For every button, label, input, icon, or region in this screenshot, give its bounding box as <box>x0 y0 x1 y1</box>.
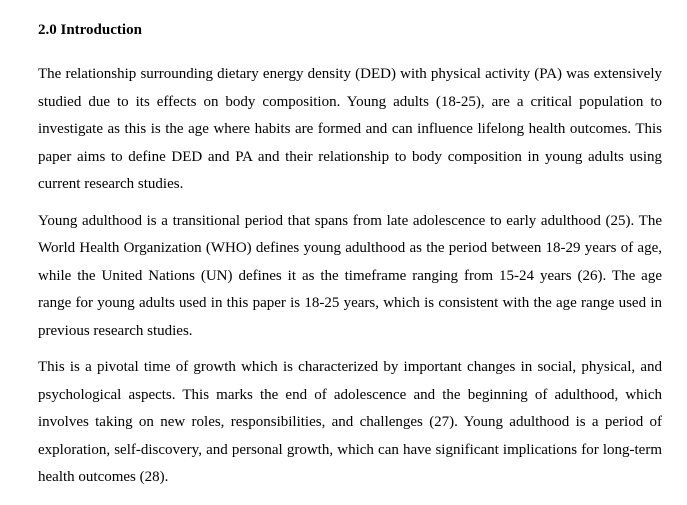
document-page <box>38 20 662 501</box>
paragraph-1: The relationship surrounding dietary energy density (DED) with physical activity (PA) was extensively studied due to its effects on body composition. Young adults (18-25), are a critical population to investigate as this is the age where habits are formed and can influence lifelong health outcomes. This paper aims to define DED and PA and their relationship to body composition in young adults using current research studies. <box>38 66 662 192</box>
paragraph-3: This is a pivotal time of growth which is characterized by important changes in social, physical, and psychological aspects. This marks the end of adolescence and the beginning of adulthood, which involves taking on new roles, responsibilities, and challenges (27). Young adulthood is a period of exploration, self-discovery, and personal growth, which can have significant implications for long-term health outcomes (28). <box>38 359 662 485</box>
section-heading: 2.0 Introduction <box>38 22 142 38</box>
paragraph-2: Young adulthood is a transitional period that spans from late adolescence to early adulthood (25). The World Health Organization (WHO) defines young adulthood as the period between 18-29 years of age, while the United Nations (UN) defines it as the timeframe ranging from 15-24 years (26). The age range for young adults used in this paper is 18-25 years, which is consistent with the age range used in previous research studies. <box>38 212 662 339</box>
